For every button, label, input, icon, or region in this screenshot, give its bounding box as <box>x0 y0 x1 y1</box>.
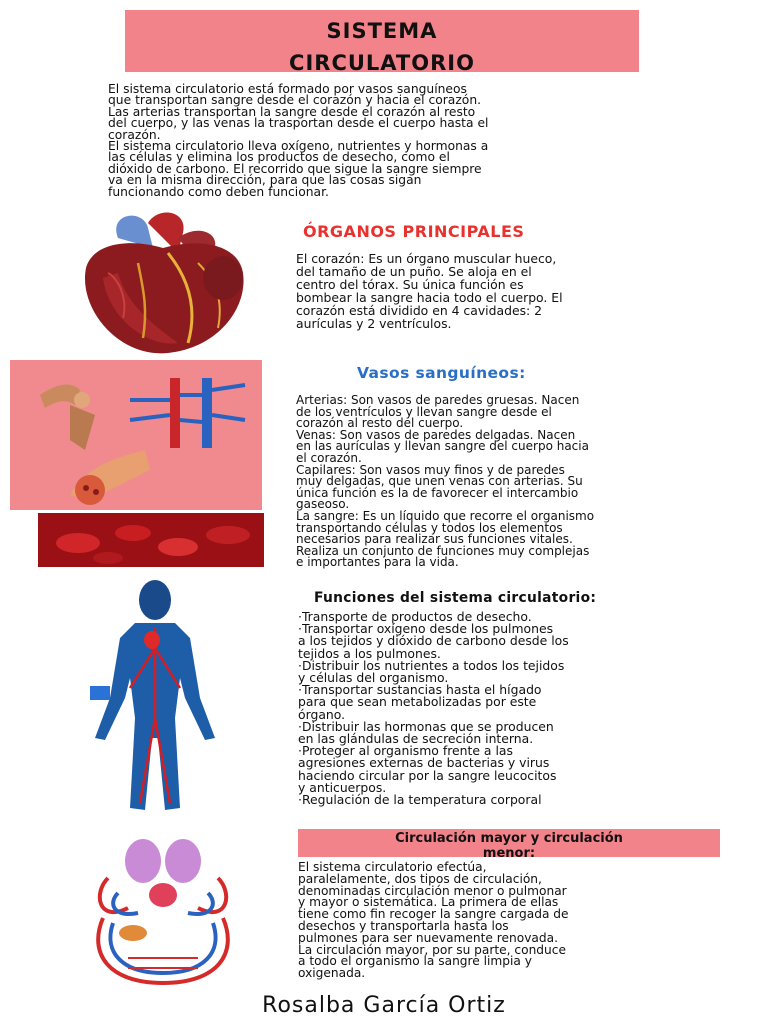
page-title-line2: CIRCULATORIO <box>289 51 475 75</box>
author-name: Rosalba García Ortiz <box>262 993 506 1018</box>
funciones-heading: Funciones del sistema circulatorio: <box>314 590 597 606</box>
circulacion-paragraph: El sistema circulatorio efectúa, paralelamente, dos tipos de circulación, denominadas circulación menor o pulmonar y mayor o sistemática. La primera de ellas tiene como fin recoger la sangre cargada de desechos y transportarla hasta los pulmones para ser nuevamente renovada. La circulación mayor, por su parte, conduce a todo el organismo la sangre limpia y oxigenada. <box>298 860 569 981</box>
circulacion-heading-banner <box>298 829 720 861</box>
vessels-image <box>10 360 262 510</box>
heart-image <box>48 208 284 358</box>
circulacion-heading-line2: menor: <box>482 846 536 861</box>
organos-heading: ÓRGANOS PRINCIPALES <box>303 222 525 241</box>
page-title-line1: SISTEMA <box>326 19 438 43</box>
body-circulation-image <box>80 578 230 818</box>
circulation-diagram-image <box>88 833 238 991</box>
circulacion-heading-line1: Circulación mayor y circulación <box>395 831 623 846</box>
corazon-paragraph: El corazón: Es un órgano muscular hueco, del tamaño de un puño. Se aloja en el centro del tórax. Su única función es bombear la sangre hacia todo el cuerpo. El corazón está dividido en 4 cavidades: 2 aurículas y 2 ventrículos. <box>296 251 563 331</box>
intro-paragraph: El sistema circulatorio está formado por vasos sanguíneos que transportan sangre desde el corazón y hacia el corazón. Las arterias transportan la sangre desde el corazón al resto del cuerpo, y las venas la trasportan desde el cuerpo hasta el corazón. El sistema circulatorio lleva oxígeno, nutrientes y hormonas a las células y elimina los productos de desecho, como el dióxido de carbono. El recorrido que sigue la sangre siempre va en la misma dirección, para que las cosas sigan funcionando como deben funcionar. <box>108 82 489 199</box>
funciones-list: ·Transporte de productos de desecho. ·Transportar oxígeno desde los pulmones a los tejidos y dióxido de carbono desde los tejidos a los pulmones. ·Distribuir los nutrientes a todos los tejidos y células del organismo. ·Transportar sustancias hasta el hígado para que sean metabolizadas por este órgano. ·Distribuir las hormonas que se producen en las glándulas de secreción interna. ·Proteger al organismo frente a las agresiones externas de bacterias y virus haciendo circular por la sangre leucocitos y anticuerpos. ·Regulación de la temperatura corporal <box>298 609 569 808</box>
vasos-paragraph: Arterias: Son vasos de paredes gruesas. Nacen de los ventrículos y llevan sangre desde el corazón al resto del cuerpo. Venas: Son vasos de paredes delgadas. Nacen en las aurículas y llevan sangre del cuerpo hacia el corazón. Capilares: Son vasos muy finos y de paredes muy delgadas, que unen venas con arterias. Su única función es la de favorecer el intercambio gaseoso. La sangre: Es un líquido que recorre el organismo transportando células y todos los elementos necesarios para realizar sus funciones vitales. Realiza un conjunto de funciones muy complejas e importantes para la vida. <box>296 393 595 570</box>
vasos-heading: Vasos sanguíneos: <box>357 364 526 382</box>
title-banner <box>125 10 639 75</box>
blood-cells-image <box>38 513 264 567</box>
